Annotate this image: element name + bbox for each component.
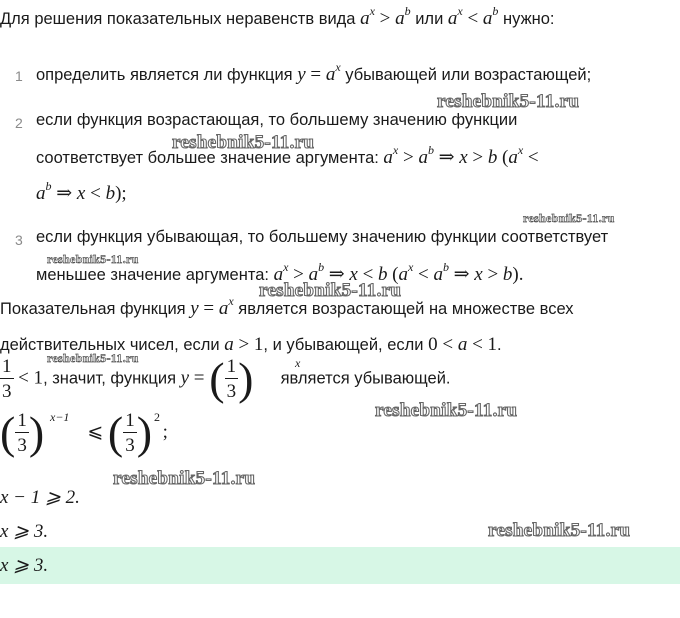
watermark: reshebnik5-11.ru [47, 252, 139, 266]
list-item-cont: соответствует большее значение аргумента: $a^x > a^b$ ⇒ x > b ($a^x$ < [36, 143, 539, 168]
exponent: x−1 [50, 410, 70, 424]
watermark: reshebnik5-11.ru [437, 91, 580, 112]
fraction: $\frac{1}{3}$ [2, 356, 12, 402]
inequality-line: ( $\frac{1}{3}$ ) ⩽ ( $\frac{1}{3}$ ) ; [0, 407, 168, 458]
paragraph: Показательная функция $y = a^x$ является возрастающей на множестве всех [0, 294, 574, 319]
watermark: reshebnik5-11.ru [375, 400, 518, 421]
paragraph: действительных чисел, если a > 1, и убывающей, если 0 < a < 1. [0, 334, 502, 355]
watermark: reshebnik5-11.ru [523, 211, 615, 225]
list-number: 3 [15, 232, 23, 248]
exponent: 2 [154, 410, 160, 424]
list-item: если функция возрастающая, то большему значению функции [36, 111, 518, 129]
watermark: reshebnik5-11.ru [488, 520, 631, 541]
watermark: reshebnik5-11.ru [259, 280, 402, 301]
list-item-cont: меньшее значение аргумента: $a^x > a^b$ ⇒ x < b ($a^x < a^b$ ⇒ x > b). [36, 260, 524, 285]
watermark: reshebnik5-11.ru [47, 351, 139, 365]
solution-step: x ⩾ 3. [0, 521, 49, 542]
list-item-cont: $a^b$ ⇒ x < b); [36, 179, 127, 204]
list-number: 2 [15, 115, 23, 131]
intro-line: Для решения показательных неравенств вида $a^x > a^b$ или $a^x < a^b$ нужно: [0, 4, 555, 29]
list-item: определить является ли функция $y = a^x$ убывающей или возрастающей; [36, 60, 592, 85]
list-number: 1 [15, 68, 23, 84]
solution-step: x − 1 ⩾ 2. [0, 487, 80, 508]
fraction-line: $\frac{1}{3}$ < 1, значит, функция y = ( $\frac{1}{3}$ ) является убывающей. [2, 353, 451, 404]
watermark: reshebnik5-11.ru [113, 468, 256, 489]
watermark: reshebnik5-11.ru [172, 132, 315, 153]
answer-text: x ⩾ 3. [0, 555, 49, 576]
answer-box [0, 547, 680, 584]
list-item: если функция убывающая, то большему значению функции соответствует [36, 228, 609, 246]
exponent: x [295, 356, 301, 370]
